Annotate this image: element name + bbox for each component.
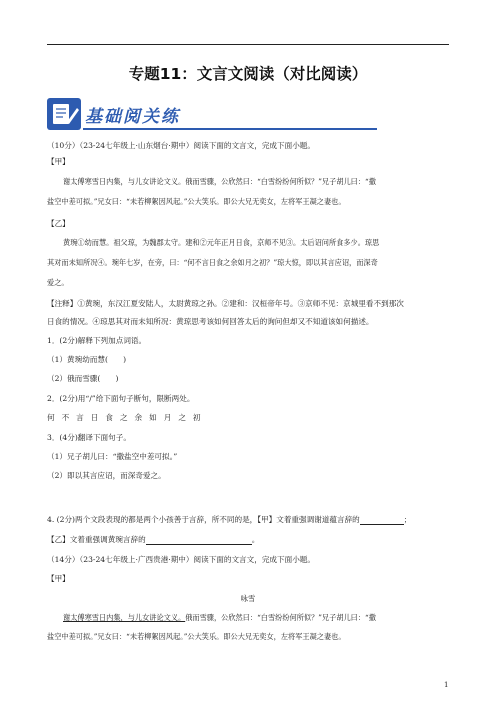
- q2-jia-line2: 盐空中差可拟。”兄女曰：“未若柳絮因风起。”公大笑乐。即公大兄无奕女，左将军王凝之妻也。: [47, 632, 346, 641]
- answer-blank-2[interactable]: [146, 533, 252, 545]
- q1-jia-tag: 【甲】: [47, 157, 70, 166]
- q2-jia-line1: [63, 612, 376, 623]
- page-title: 专题11：文言文阅读（对比阅读）: [128, 65, 368, 83]
- q1-note-line2: 日食的情况。④琼思其对而未知所况：黄琼思考该如何回答太后的询问但却又不知道该如何描述。: [47, 317, 374, 326]
- q1-sub4-line1: [47, 513, 411, 525]
- q1-yi-line1: 黄琬①幼而慧。祖父琼，为魏郡太守。建和②元年正月日食，京师不见③。太后诏问所食多少。琼思: [63, 238, 380, 247]
- q1-sub4-text2: 【乙】文着重强调黄琬言辞的: [47, 535, 146, 544]
- q1-yi-line3: 爱之。: [47, 278, 69, 287]
- q1-yi-line2: 其对而未知所况④。琬年七岁，在旁，曰：“何不言日食之余如月之初？”琼大惊，即以其言应诏，而深奇: [47, 258, 378, 267]
- q1-jia-line2: 盐空中差可拟。”兄女曰：“未若柳絮因风起。”公大笑乐。即公大兄无奕女，左将军王凝之妻也。: [47, 197, 346, 206]
- q2-poem-title: 咏雪: [240, 594, 256, 603]
- q1-yi-tag: 【乙】: [47, 219, 70, 228]
- notebook-pen-icon: [47, 98, 81, 130]
- section-banner: [47, 98, 377, 132]
- q2-jia-tag: 【甲】: [47, 574, 70, 583]
- q1-note-line1: 【注释】①黄琬，东汉江夏安陆人，太尉黄琼之孙。②建和：汉桓帝年号。③京师不见：京城里看不到那次: [47, 299, 404, 308]
- q1-sub4-end1: ；: [403, 515, 412, 524]
- section-banner-underline: [83, 128, 377, 130]
- page-number: 1: [444, 681, 449, 689]
- q1-sub4-line2: [47, 533, 259, 545]
- q1-sub4-text1: 4. (2分)两个文段表现的都是两个小孩善于言辞，所不同的是，【甲】文着重强调谢道蕴言辞的: [47, 515, 360, 524]
- q1-sub1-title: 1．(2分)解释下列加点词语。: [47, 336, 147, 345]
- q1-jia-line1: 谢太傅寒雪日内集，与儿女讲论文义。俄而雪骤，公欣然曰：“白雪纷纷何所似？”兄子胡儿曰：“撒: [63, 177, 376, 186]
- q1-sub4-end2: 。: [251, 535, 260, 544]
- q1-sub1-a: （1）黄琬幼而慧( ): [47, 355, 127, 364]
- answer-blank-1[interactable]: [360, 513, 404, 525]
- q1-sub3-title: 3．(4分)翻译下面句子。: [47, 433, 131, 442]
- header-rule: [47, 44, 449, 45]
- q1-sub3-a: （1）兄子胡儿曰：“撒盐空中差可拟。”: [47, 452, 178, 461]
- q2-intro: （14分）（23-24七年级上·广西贵港·期中）阅读下面的文言文，完成下面小题。: [47, 555, 315, 564]
- q2-jia-line1-rest: 俄而雪骤，公欣然曰：“白雪纷纷何所似？”兄子胡儿曰：“撒: [185, 613, 376, 622]
- q1-sub2-title: 2．(2分)用“/”给下面句子断句，限断两处。: [47, 394, 195, 403]
- q1-sub2-sentence: 何不言日食之余如月之初: [47, 413, 208, 422]
- q2-jia-underlined-sentence: 谢太傅寒雪日内集，与儿女讲论文义。: [63, 613, 186, 622]
- q1-sub1-b: （2）俄而雪骤( ): [47, 374, 119, 383]
- section-banner-text: 基础阅关练: [85, 107, 180, 127]
- q1-intro: （10分）（23-24七年级上·山东烟台·期中）阅读下面的文言文，完成下面小题。: [47, 141, 315, 150]
- q1-sub3-b: （2）即以其言应诏，而深奇爱之。: [47, 471, 166, 480]
